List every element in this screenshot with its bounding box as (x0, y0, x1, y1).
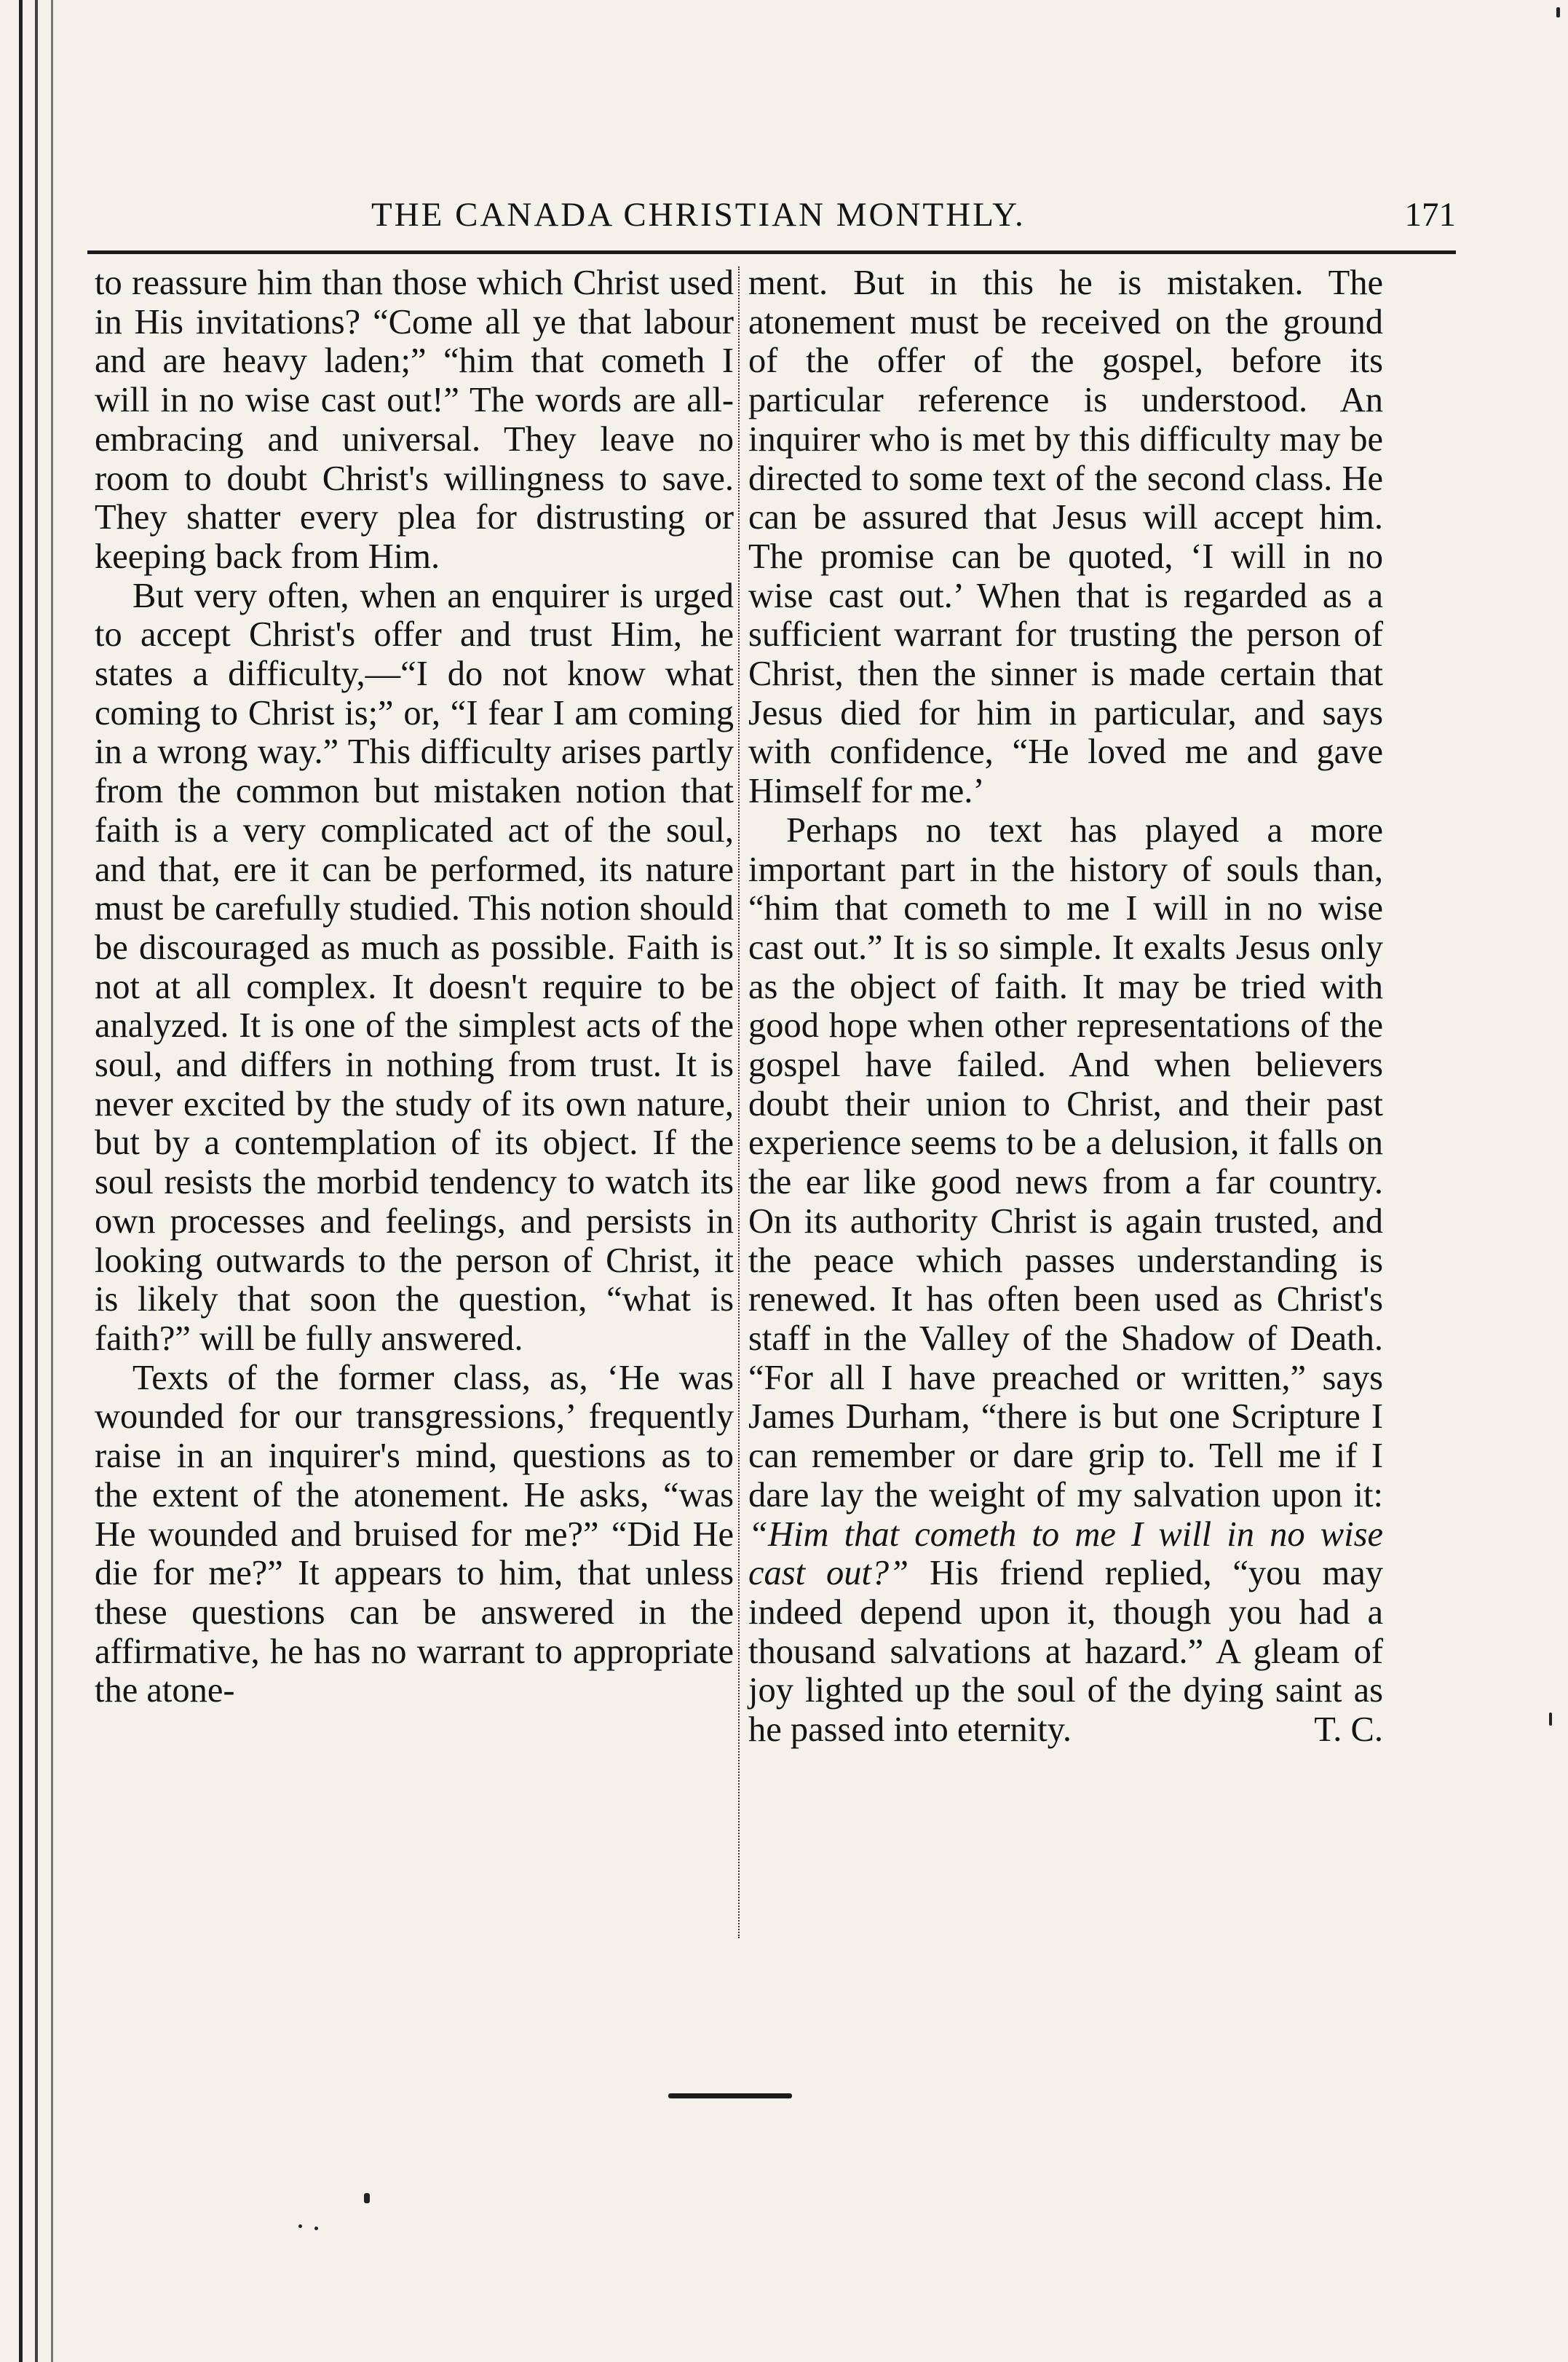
binding-edge-line (51, 0, 53, 2362)
journal-title: THE CANADA CHRISTIAN MONTHLY. (371, 196, 1026, 234)
running-header (102, 195, 1456, 239)
ink-speck (298, 2224, 302, 2228)
paragraph: ment. But in this he is mistaken. The atonement must be received on the ground of the offer of the gospel, before its particular reference is understood. An inquirer who is met by this difficulty may be directed to some text of the second class. He can be assured that Jesus will accept him. The promise can be quoted, ‘I will in no wise cast out.’ When that is regarded as a sufficient warrant for trusting the person of Christ, then the sinner is made certain that Jesus died for him in particular, and says with confidence, “He loved me and gave Himself for me.’ (748, 264, 1383, 811)
paragraph-text: His friend replied, “you may indeed depend upon it, though you had a thousand salvations at hazard.” A gleam of joy lighted up the soul of the dying saint as he passed into eternity. (748, 1554, 1384, 1750)
column-divider (738, 266, 740, 1938)
ink-speck (314, 2227, 318, 2230)
page-number: 171 (1404, 196, 1456, 234)
ink-speck (1556, 7, 1560, 17)
paragraph-text: Perhaps no text has played a more important part in the history of souls than, “him that cometh to me I will in no wise cast out.” It is so simple. It exalts Jesus only as the object of faith. It may be tried with good hope when other representations of the gospel have failed. And when believers doubt their union to Christ, and their past experience seems to be a delusion, it falls on the ear like good news from a far country. On its authority Christ is again trusted, and the peace which passes understanding is renewed. It has often been used as Christ's staff in the Valley of the Shadow of Death. “For all I have preached or written,” says James Durham, “there is but one Scripture I can remember or dare grip to. Tell me if I dare lay the weight of my salvation upon it: (748, 810, 1383, 1514)
binding-edge-line (19, 0, 23, 2362)
paragraph (748, 811, 1383, 1750)
binding-edge-line (35, 0, 38, 2362)
left-column (95, 264, 734, 1982)
paragraph: Texts of the former class, as, ‘He was wounded for our transgressions,’ frequently raise in an inquirer's mind, questions as to the extent of the atonement. He asks, “was He wounded and bruised for me?” “Did He die for me?” It appears to him, that unless these questions can be answered in the affirmative, he has no warrant to appropriate the atone- (95, 1358, 734, 1710)
italic-quote: “Him that cometh to me I will in no wise cast out?” (748, 1514, 1383, 1593)
author-signature: T. C. (1314, 1710, 1383, 1750)
header-rule (87, 250, 1456, 254)
paragraph: But very often, when an enquirer is urged to accept Christ's offer and trust Him, he states a difficulty,—“I do not know what coming to Christ is;” or, “I fear I am coming in a wrong way.” This difficulty arises partly from the common but mistaken notion that faith is a very complicated act of the soul, and that, ere it can be performed, its nature must be carefully studied. This notion should be discouraged as much as possible. Faith is not at all complex. It doesn't require to be analyzed. It is one of the simplest acts of the soul, and differs in nothing from trust. It is never excited by the study of its own nature, but by a contemplation of its object. If the soul resists the morbid tendency to watch its own processes and feelings, and persists in looking outwards to the person of Christ, it is likely that soon the question, “what is faith?” will be fully answered. (95, 576, 734, 1358)
right-column (748, 264, 1383, 1982)
ink-speck (1549, 1713, 1552, 1726)
paragraph: to reassure him than those which Christ used in His invitations? “Come all ye that labour and are heavy laden;” “him that cometh I will in no wise cast out!” The words are all-embracing and universal. They leave no room to doubt Christ's willingness to save. They shatter every plea for distrusting or keeping back from Him. (95, 264, 734, 576)
ink-speck (364, 2193, 370, 2203)
end-of-article-rule (668, 2093, 792, 2098)
